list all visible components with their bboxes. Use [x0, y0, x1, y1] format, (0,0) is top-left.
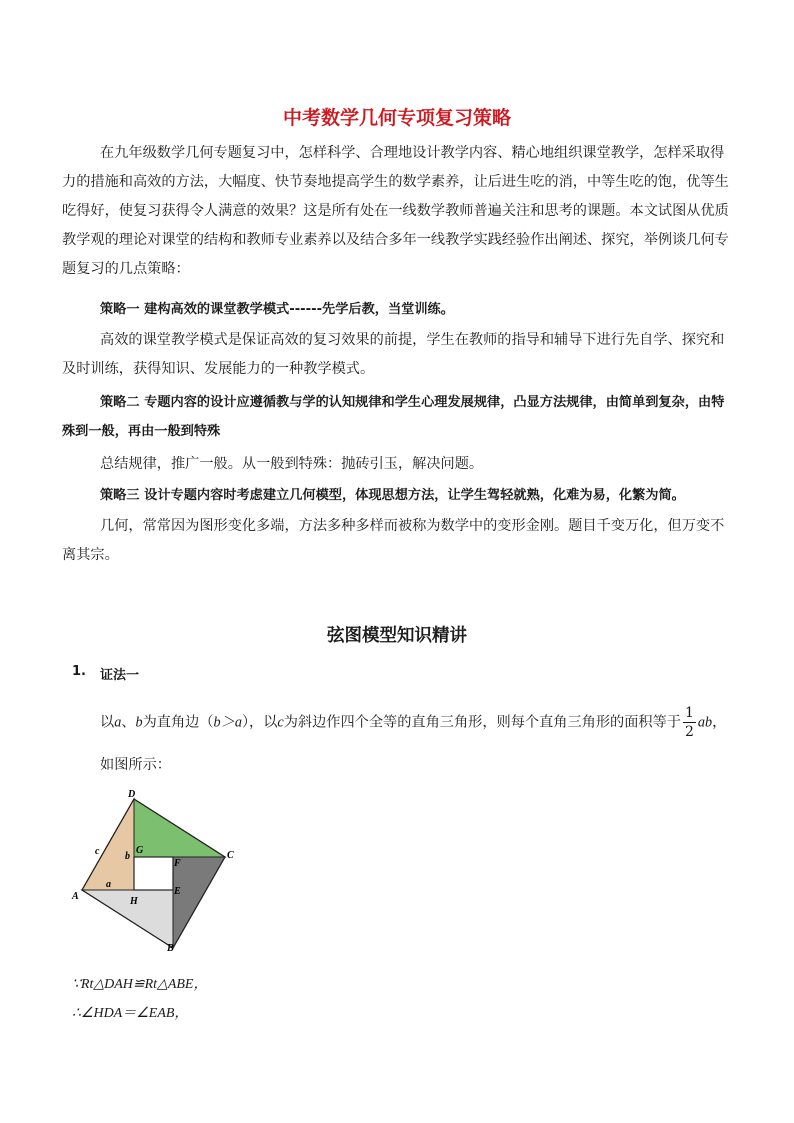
label-G: G: [136, 845, 144, 856]
label-D: D: [128, 789, 136, 800]
label-H: H: [130, 896, 138, 907]
text-segment: 为斜边作四个全等的直角三角形，则每个直角三角形的面积等于: [283, 714, 681, 731]
strategy-1-body: 高效的课堂教学模式是保证高效的复习效果的前提，学生在教师的指导和辅导下进行先自学、探究和及时训练，获得知识、发展能力的一种教学模式。: [62, 332, 725, 377]
strategy-2-body: 总结规律，推广一般。从一般到特殊：抛砖引玉，解决问题。: [100, 456, 484, 472]
label-F: F: [174, 858, 181, 869]
text-segment: ，: [712, 714, 727, 731]
center-square: [134, 857, 173, 890]
label-side-c: c: [95, 846, 100, 857]
text-segment: ），以: [241, 714, 278, 731]
var-b: b: [135, 714, 143, 731]
intro-paragraph: 在九年级数学几何专题复习中，怎样科学、合理地设计教学内容、精心地组织课堂教学，怎样采取得力的措施和高效的方法，大幅度、快节奏地提高学生的数学素养，让后进生吃的消，中等生吃的饱，优等生吃得好，使复习获得令人满意的效果？这是所有处在一线数学教师普遍关注和思考的课题。本文试图从优质教学观的理论对课堂的结构和教师专业素养以及结合多年一线教学实践经验作出阐述、探究，举例谈几何专题复习的几点策略：: [62, 145, 729, 277]
var-ab: ab: [697, 714, 713, 731]
text-segment: 、: [121, 714, 136, 731]
label-side-b: b: [125, 851, 130, 862]
strategy-3-body: 几何，常常因为图形变化多端，方法多种多样而被称为数学中的变形金刚。题目千变万化，但万变不离其宗。: [62, 518, 725, 563]
var-c: c: [277, 714, 284, 731]
label-C: C: [227, 850, 234, 861]
fraction-numerator: 1: [684, 705, 694, 721]
text-segment: 为直角边（: [142, 714, 214, 731]
item-title: 证法一: [100, 668, 140, 683]
proof-line-2: ∴∠HDA＝∠EAB，: [72, 1006, 189, 1021]
var-a: a: [114, 714, 122, 731]
proof-line-1: ∵Rt△DAH≌Rt△ABE，: [72, 977, 208, 992]
fraction-half: [683, 706, 696, 739]
statement-line: [100, 706, 726, 739]
figure-intro: 如图所示：: [100, 757, 171, 773]
strategy-3-heading: 策略三 设计专题内容时考虑建立几何模型，体现思想方法，让学生驾轻就熟，化难为易，化繁为简。: [100, 488, 685, 503]
pythagorean-figure: [70, 784, 245, 952]
text-segment: 以: [100, 714, 115, 731]
fraction-denominator: 2: [684, 724, 694, 740]
strategy-1-heading: 策略一 建构高效的课堂教学模式------先学后教，当堂训练。: [100, 302, 454, 317]
section-heading: 弦图模型知识精讲: [327, 626, 467, 646]
strategy-2-heading: 策略二 专题内容的设计应遵循教与学的认知规律和学生心理发展规律，凸显方法规律，由简单到复杂，由特殊到一般，再由一般到特殊: [62, 395, 725, 439]
label-E: E: [174, 886, 181, 897]
label-B: B: [167, 943, 174, 952]
page-title: 中考数学几何专项复习策略: [282, 107, 511, 129]
condition: b＞a: [213, 714, 242, 731]
item-number: 1.: [72, 664, 86, 679]
label-side-a: a: [106, 879, 111, 890]
label-A: A: [72, 891, 79, 902]
